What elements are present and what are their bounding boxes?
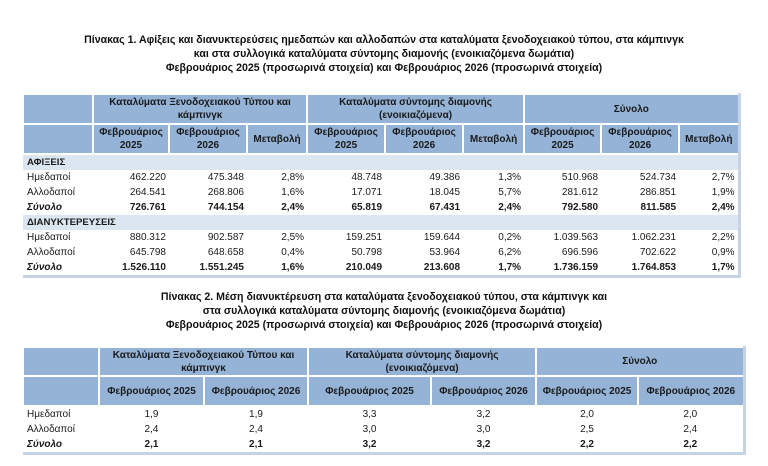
table-row <box>23 422 744 437</box>
row-label: Ημεδαποί <box>27 232 71 243</box>
group-header-short-stay: Καταλύματα σύντομης διαμονής (ενοικιαζόμενα) <box>307 94 524 124</box>
row-label: Σύνολο <box>27 262 63 273</box>
row-label: Σύνολο <box>27 202 63 213</box>
corner-header <box>23 94 93 124</box>
cell-value: 2,4% <box>498 202 522 213</box>
cell-value: 880.312 <box>129 232 166 243</box>
section-label: ΑΦΙΞΕΙΣ <box>23 154 739 170</box>
cell-value: 2,2% <box>711 232 735 243</box>
cell-value: 0,9% <box>711 247 735 258</box>
cell-value: 645.798 <box>129 247 166 258</box>
cell-value: 281.612 <box>561 187 599 198</box>
row-label: Αλλοδαποί <box>27 424 75 435</box>
cell-value: 1,9% <box>711 187 735 198</box>
cell-value: 1.062.231 <box>631 232 677 243</box>
table-row <box>23 185 739 200</box>
cell-value: 1,6% <box>281 187 305 198</box>
col-header: Φεβρουάριος 2025 <box>93 124 169 154</box>
cell-value: 6,2% <box>498 247 522 258</box>
col-header: Φεβρουάριος 2026 <box>638 376 744 406</box>
table-row <box>23 170 739 185</box>
table2-title <box>0 290 768 332</box>
cell-value: 3,2 <box>476 439 491 450</box>
cell-value: 213.608 <box>423 262 461 273</box>
table1-title-line: Πίνακας 1. Αφίξεις και διανυκτερεύσεις ημεδαπών και αλλοδαπών στα καταλύματα ξενοδοχειακού τύπου, στα κάμπινγκ <box>84 34 684 46</box>
cell-value: 3,2 <box>362 439 377 450</box>
cell-value: 792.580 <box>561 202 599 213</box>
group-header-total: Σύνολο <box>536 347 744 376</box>
cell-value: 524.734 <box>639 172 677 183</box>
cell-value: 53.964 <box>429 247 461 258</box>
table-row <box>23 245 739 260</box>
row-label: Ημεδαποί <box>27 409 71 420</box>
cell-value: 475.348 <box>207 172 244 183</box>
row-label: Ημεδαποί <box>27 172 71 183</box>
col-header: Φεβρουάριος 2025 <box>307 124 385 154</box>
average-stay-table <box>22 346 746 455</box>
col-header: Φεβρουάριος 2025 <box>99 376 204 406</box>
cell-value: 1.551.245 <box>199 262 244 273</box>
cell-value: 2,2 <box>683 439 698 450</box>
row-label: Αλλοδαποί <box>27 187 75 198</box>
cell-value: 2,4 <box>249 424 263 435</box>
cell-value: 2,0 <box>683 409 698 420</box>
cell-value: 1,3% <box>498 172 522 183</box>
cell-value: 726.761 <box>129 202 166 213</box>
col-header: Φεβρουάριος 2025 <box>524 124 601 154</box>
cell-value: 3,0 <box>476 424 491 435</box>
table2-title-line: Φεβρουάριος 2025 (προσωρινά στοιχεία) και Φεβρουάριος 2026 (προσωρινά στοιχεία) <box>165 319 603 331</box>
total-row <box>23 200 739 215</box>
row-label: Σύνολο <box>27 439 63 450</box>
corner-header <box>23 376 99 406</box>
total-row <box>23 260 739 277</box>
cell-value: 2,7% <box>711 172 735 183</box>
cell-value: 2,1 <box>249 439 263 450</box>
arrivals-overnights-table <box>22 93 741 278</box>
col-header: Μεταβολή <box>247 124 307 154</box>
cell-value: 264.541 <box>129 187 166 198</box>
cell-value: 49.386 <box>429 172 461 183</box>
cell-value: 2,4% <box>281 202 305 213</box>
table1-title-line: Φεβρουάριος 2025 (προσωρινά στοιχεία) και Φεβρουάριος 2026 (προσωρινά στοιχεία) <box>165 62 603 74</box>
cell-value: 50.798 <box>351 247 383 258</box>
cell-value: 2,4 <box>683 424 698 435</box>
cell-value: 210.049 <box>345 262 383 273</box>
cell-value: 811.585 <box>640 202 677 213</box>
cell-value: 1.526.110 <box>122 262 166 273</box>
cell-value: 159.251 <box>345 232 383 243</box>
cell-value: 744.154 <box>207 202 244 213</box>
cell-value: 1.736.159 <box>553 262 599 273</box>
cell-value: 1.764.853 <box>631 262 677 273</box>
cell-value: 1,9 <box>144 409 159 420</box>
cell-value: 268.806 <box>207 187 244 198</box>
col-header: Φεβρουάριος 2026 <box>601 124 679 154</box>
total-row <box>23 437 744 454</box>
col-header: Μεταβολή <box>463 124 524 154</box>
cell-value: 1,7% <box>498 262 522 273</box>
cell-value: 1,7% <box>711 262 735 273</box>
section-label: ΔΙΑΝΥΚΤΕΡΕΥΣΕΙΣ <box>23 215 739 230</box>
cell-value: 1,6% <box>281 262 305 273</box>
cell-value: 2,5 <box>580 424 594 435</box>
cell-value: 902.587 <box>207 232 244 243</box>
col-header: Φεβρουάριος 2026 <box>385 124 463 154</box>
cell-value: 286.851 <box>639 187 677 198</box>
section-header-row <box>23 154 739 170</box>
table-row <box>23 230 739 245</box>
cell-value: 702.622 <box>639 247 677 258</box>
col-header: Μεταβολή <box>679 124 739 154</box>
col-header: Φεβρουάριος 2026 <box>431 376 536 406</box>
col-header: Φεβρουάριος 2025 <box>308 376 431 406</box>
cell-value: 2,1 <box>144 439 159 450</box>
col-header: Φεβρουάριος 2026 <box>204 376 308 406</box>
cell-value: 462.220 <box>129 172 166 183</box>
cell-value: 0,4% <box>281 247 305 258</box>
group-header-hotels: Καταλύματα Ξενοδοχειακού Τύπου και κάμπινγκ <box>99 347 308 376</box>
table-row <box>23 406 744 422</box>
corner-header <box>23 347 99 376</box>
cell-value: 696.596 <box>561 247 599 258</box>
cell-value: 2,0 <box>580 409 594 420</box>
cell-value: 159.644 <box>423 232 461 243</box>
cell-value: 2,4 <box>144 424 159 435</box>
group-header-short-stay: Καταλύματα σύντομης διαμονής (ενοικιαζόμενα) <box>308 347 536 376</box>
col-header: Φεβρουάριος 2025 <box>536 376 638 406</box>
row-label: Αλλοδαποί <box>27 247 75 258</box>
table2-title-line: στα συλλογικά καταλύματα σύντομης διαμονής (ενοικιαζόμενα δωμάτια) <box>202 305 566 317</box>
group-header-hotels: Καταλύματα Ξενοδοχειακού Τύπου και κάμπινγκ <box>93 94 307 124</box>
cell-value: 2,4% <box>711 202 735 213</box>
cell-value: 2,2 <box>580 439 594 450</box>
table1-title-line: και στα συλλογικά καταλύματα σύντομης διαμονής (ενοικιαζόμενα δωμάτια) <box>193 48 575 60</box>
table1-title <box>0 33 768 75</box>
group-header-total: Σύνολο <box>524 94 739 124</box>
cell-value: 17.071 <box>351 187 383 198</box>
cell-value: 2,8% <box>281 172 305 183</box>
cell-value: 1.039.563 <box>553 232 599 243</box>
cell-value: 65.819 <box>351 202 383 213</box>
cell-value: 67.431 <box>429 202 461 213</box>
cell-value: 2,5% <box>281 232 305 243</box>
section-header-row <box>23 215 739 230</box>
cell-value: 648.658 <box>207 247 244 258</box>
cell-value: 1,9 <box>249 409 263 420</box>
col-header: Φεβρουάριος 2026 <box>169 124 247 154</box>
cell-value: 48.748 <box>351 172 383 183</box>
cell-value: 3,3 <box>362 409 377 420</box>
cell-value: 510.968 <box>561 172 599 183</box>
table2-title-line: Πίνακας 2. Μέση διανυκτέρευση στα καταλύματα ξενοδοχειακού τύπου, στα κάμπινγκ και <box>160 291 608 303</box>
cell-value: 5,7% <box>498 187 522 198</box>
corner-header <box>23 124 93 154</box>
cell-value: 18.045 <box>429 187 461 198</box>
cell-value: 0,2% <box>498 232 522 243</box>
cell-value: 3,0 <box>362 424 377 435</box>
cell-value: 3,2 <box>476 409 491 420</box>
